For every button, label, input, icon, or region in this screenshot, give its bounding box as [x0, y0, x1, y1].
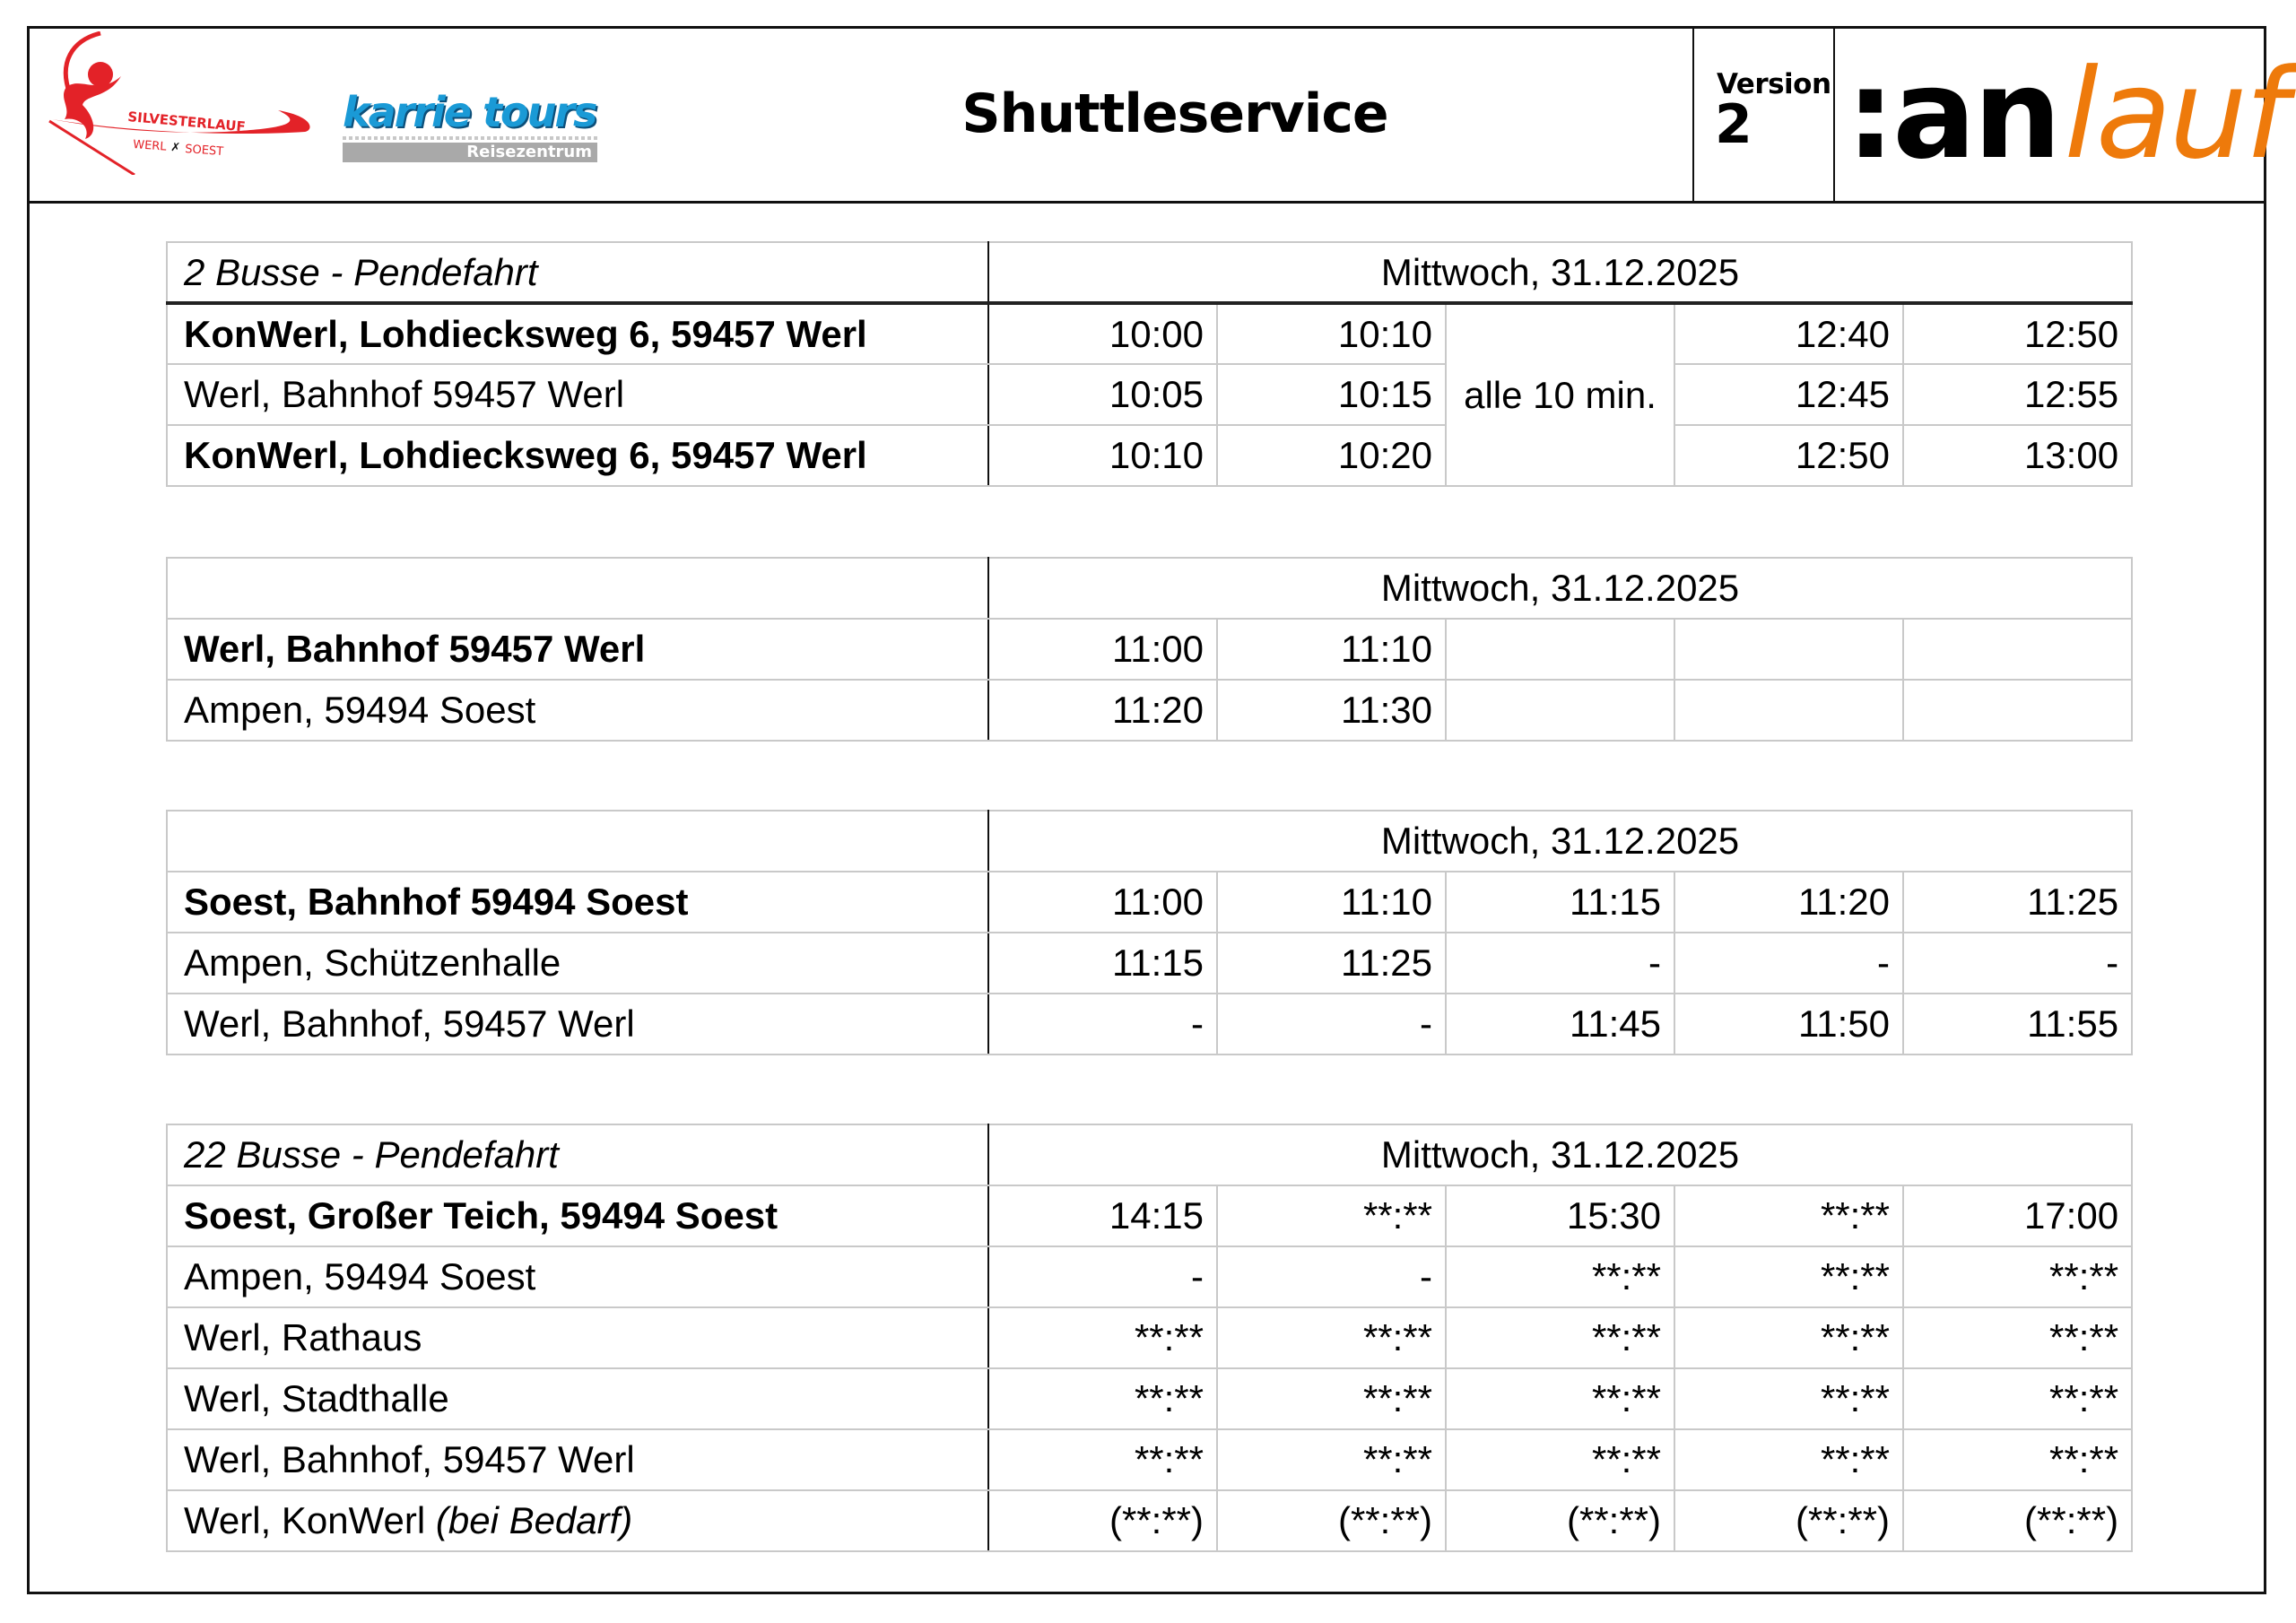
- time-cell: **:**: [1217, 1368, 1446, 1429]
- stop-name: Ampen, 59494 Soest: [167, 680, 988, 741]
- table-header-row: [167, 811, 2132, 872]
- stop-name: Werl, Bahnhof, 59457 Werl: [167, 1429, 988, 1490]
- time-cell: 11:10: [1217, 619, 1446, 680]
- time-cell: **:**: [1674, 1185, 1903, 1246]
- stop-name: Werl, Bahnhof 59457 Werl: [167, 364, 988, 425]
- anlauf-suffix: lauf: [2064, 41, 2286, 187]
- table-row: [167, 1368, 2132, 1429]
- time-cell: 13:00: [1903, 425, 2132, 486]
- time-cell: 11:55: [1903, 994, 2132, 1055]
- time-cell: **:**: [1903, 1429, 2132, 1490]
- time-cell: 11:25: [1903, 872, 2132, 933]
- karrie-tours-wordmark: karrie tours: [343, 88, 596, 136]
- stop-name: Werl, Rathaus: [167, 1307, 988, 1368]
- time-cell: 11:15: [1446, 872, 1674, 933]
- time-cell: [1903, 680, 2132, 741]
- stop-name: Ampen, Schützenhalle: [167, 933, 988, 994]
- time-cell: **:**: [988, 1307, 1217, 1368]
- time-cell: 11:20: [1674, 872, 1903, 933]
- time-cell: [1446, 680, 1674, 741]
- time-cell: 10:20: [1217, 425, 1446, 486]
- stop-name: Werl, Bahnhof, 59457 Werl: [167, 994, 988, 1055]
- time-cell: **:**: [1446, 1246, 1674, 1307]
- time-cell: (**:**): [1446, 1490, 1674, 1551]
- time-cell: **:**: [1903, 1246, 2132, 1307]
- stop-name: [167, 1490, 988, 1551]
- table-row: [167, 933, 2132, 994]
- time-cell: 10:15: [1217, 364, 1446, 425]
- stop-name: Soest, Bahnhof 59494 Soest: [167, 872, 988, 933]
- time-cell: **:**: [1674, 1368, 1903, 1429]
- table-date: Mittwoch, 31.12.2025: [988, 242, 2132, 303]
- table-header-row: [167, 242, 2132, 303]
- time-cell: **:**: [1674, 1429, 1903, 1490]
- time-cell: **:**: [1446, 1307, 1674, 1368]
- stop-name: KonWerl, Lohdiecksweg 6, 59457 Werl: [167, 303, 988, 364]
- version-number: 2: [1715, 93, 1752, 156]
- stop-name: KonWerl, Lohdiecksweg 6, 59457 Werl: [167, 425, 988, 486]
- time-cell: 12:50: [1903, 303, 2132, 364]
- time-cell: **:**: [1217, 1307, 1446, 1368]
- time-cell: -: [1903, 933, 2132, 994]
- table-row: [167, 1185, 2132, 1246]
- interval-note: alle 10 min.: [1446, 303, 1674, 486]
- table-date: Mittwoch, 31.12.2025: [988, 811, 2132, 872]
- time-cell: 11:00: [988, 872, 1217, 933]
- table-row: [167, 680, 2132, 741]
- table-row: [167, 1307, 2132, 1368]
- time-cell: 11:20: [988, 680, 1217, 741]
- table-row: [167, 364, 2132, 425]
- time-cell: 17:00: [1903, 1185, 2132, 1246]
- time-cell: **:**: [988, 1429, 1217, 1490]
- time-cell: 11:45: [1446, 994, 1674, 1055]
- table-row: [167, 1429, 2132, 1490]
- time-cell: (**:**): [1217, 1490, 1446, 1551]
- time-cell: 11:30: [1217, 680, 1446, 741]
- time-cell: **:**: [988, 1368, 1217, 1429]
- time-cell: -: [1446, 933, 1674, 994]
- time-cell: **:**: [1217, 1185, 1446, 1246]
- table-row: [167, 425, 2132, 486]
- time-cell: 12:45: [1674, 364, 1903, 425]
- schedule-table-1: [166, 241, 2133, 487]
- time-cell: [1674, 680, 1903, 741]
- time-cell: (**:**): [1674, 1490, 1903, 1551]
- schedule-table-4: [166, 1124, 2133, 1552]
- time-cell: 11:00: [988, 619, 1217, 680]
- version-label: Version: [1717, 68, 1831, 100]
- time-cell: -: [988, 1246, 1217, 1307]
- anlauf-logo: [1846, 33, 2286, 195]
- stop-name: Werl, Bahnhof 59457 Werl: [167, 619, 988, 680]
- time-cell: -: [1217, 994, 1446, 1055]
- time-cell: (**:**): [988, 1490, 1217, 1551]
- karrie-tours-logo: [343, 88, 597, 163]
- time-cell: [1903, 619, 2132, 680]
- table-row: [167, 619, 2132, 680]
- time-cell: 15:30: [1446, 1185, 1674, 1246]
- header-divider: [1692, 26, 1694, 201]
- page-header: [27, 26, 2286, 204]
- table-caption: [167, 558, 988, 619]
- table-header-row: [167, 558, 2132, 619]
- time-cell: 10:05: [988, 364, 1217, 425]
- time-cell: -: [988, 994, 1217, 1055]
- table-caption: 2 Busse - Pendefahrt: [167, 242, 988, 303]
- table-row: [167, 1246, 2132, 1307]
- karrie-subtitle: Reisezentrum: [343, 143, 597, 162]
- time-cell: 11:50: [1674, 994, 1903, 1055]
- time-cell: 12:55: [1903, 364, 2132, 425]
- stop-name-text: Werl, KonWerl: [184, 1499, 426, 1541]
- time-cell: [1674, 619, 1903, 680]
- schedule-table-3: [166, 810, 2133, 1055]
- stop-name: Soest, Großer Teich, 59494 Soest: [167, 1185, 988, 1246]
- time-cell: **:**: [1446, 1429, 1674, 1490]
- version-box: [1695, 68, 1834, 156]
- time-cell: 12:50: [1674, 425, 1903, 486]
- table-caption: 22 Busse - Pendefahrt: [167, 1124, 988, 1185]
- time-cell: 11:15: [988, 933, 1217, 994]
- time-cell: **:**: [1446, 1368, 1674, 1429]
- time-cell: -: [1674, 933, 1903, 994]
- time-cell: 10:00: [988, 303, 1217, 364]
- stop-name: Ampen, 59494 Soest: [167, 1246, 988, 1307]
- table-caption: [167, 811, 988, 872]
- svg-text:SOEST: SOEST: [184, 143, 224, 159]
- time-cell: [1446, 619, 1674, 680]
- table-header-row: [167, 1124, 2132, 1185]
- time-cell: 10:10: [988, 425, 1217, 486]
- time-cell: 11:10: [1217, 872, 1446, 933]
- table-date: Mittwoch, 31.12.2025: [988, 558, 2132, 619]
- time-cell: **:**: [1674, 1246, 1903, 1307]
- time-cell: 12:40: [1674, 303, 1903, 364]
- time-cell: 11:25: [1217, 933, 1446, 994]
- time-cell: **:**: [1903, 1368, 2132, 1429]
- svg-text:SILVESTERLAUF: SILVESTERLAUF: [126, 108, 247, 135]
- time-cell: -: [1217, 1246, 1446, 1307]
- table-row: [167, 303, 2132, 364]
- time-cell: 10:10: [1217, 303, 1446, 364]
- table-date: Mittwoch, 31.12.2025: [988, 1124, 2132, 1185]
- stop-note: (bei Bedarf): [435, 1499, 633, 1541]
- table-row: [167, 872, 2132, 933]
- time-cell: 14:15: [988, 1185, 1217, 1246]
- anlauf-prefix: :an: [1846, 41, 2059, 187]
- table-row: [167, 1490, 2132, 1551]
- svg-text:WERL: WERL: [132, 138, 168, 154]
- svg-text:✗: ✗: [170, 141, 181, 155]
- table-row: [167, 994, 2132, 1055]
- header-divider: [1833, 26, 1835, 201]
- page-title: Shuttleservice: [961, 82, 1388, 145]
- time-cell: (**:**): [1903, 1490, 2132, 1551]
- stop-name: Werl, Stadthalle: [167, 1368, 988, 1429]
- time-cell: **:**: [1674, 1307, 1903, 1368]
- karrie-dots-divider: [343, 136, 597, 140]
- schedule-table-2: [166, 557, 2133, 742]
- silvesterlauf-logo-icon: [45, 31, 323, 175]
- time-cell: **:**: [1217, 1429, 1446, 1490]
- time-cell: **:**: [1903, 1307, 2132, 1368]
